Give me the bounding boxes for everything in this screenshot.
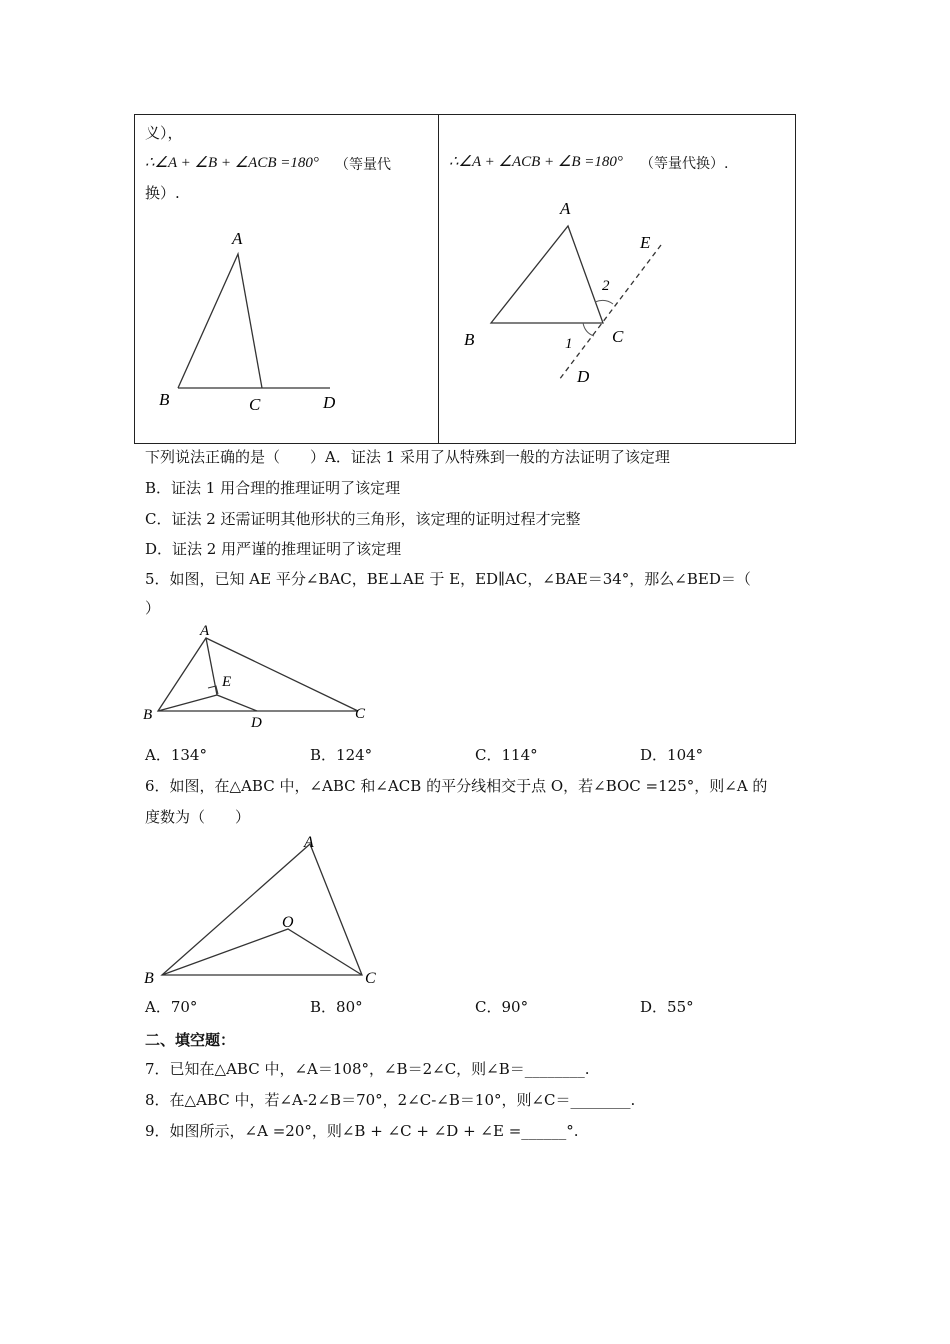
q5-option-d: D．104° — [640, 746, 704, 764]
q6-label-c: C — [365, 970, 376, 987]
right-label-2: 2 — [602, 278, 610, 294]
q5-label-e: E — [222, 674, 232, 690]
right-triangle-sides — [491, 226, 603, 323]
q5-label-b: B — [143, 707, 153, 723]
q5-triangle — [158, 638, 358, 711]
left-label-d: D — [323, 393, 336, 412]
q6-line2: 度数为（ ） — [145, 808, 251, 826]
q5-figure — [138, 622, 378, 734]
left-cell-line3: 换）. — [145, 184, 180, 202]
q5-option-b: B．124° — [310, 746, 373, 764]
q6-label-o: O — [282, 914, 294, 931]
q4-prompt: 下列说法正确的是（ ）A．证法 1 采用了从特殊到一般的方法证明了该定理 — [145, 448, 670, 466]
q8-text: 8．在△ABC 中，若∠A-2∠B＝70°，2∠C-∠B＝10°，则∠C＝________. — [145, 1091, 636, 1109]
q6-label-a: A — [304, 834, 314, 851]
angle-2-arc — [595, 300, 613, 304]
proof-table-divider — [438, 114, 439, 444]
left-label-a: A — [232, 229, 243, 248]
right-label-e: E — [640, 233, 651, 252]
right-label-c: C — [612, 327, 624, 346]
right-label-d: D — [577, 367, 590, 386]
left-triangle-figure — [150, 222, 360, 417]
left-cell-line2: ∴∠A + ∠B + ∠ACB =180° — [145, 155, 319, 171]
q7-text: 7．已知在△ABC 中，∠A＝108°，∠B＝2∠C，则∠B＝________. — [145, 1060, 590, 1078]
q6-label-b: B — [144, 970, 154, 987]
left-cell-line1: 义）， — [145, 124, 183, 142]
left-triangle-sides — [178, 254, 262, 388]
q5-option-c: C．114° — [475, 746, 538, 764]
q6-triangle — [162, 844, 362, 975]
q5-ed-line — [217, 695, 257, 711]
q9-text: 9．如图所示，∠A =20°，则∠B + ∠C + ∠D + ∠E =______°. — [145, 1122, 579, 1140]
q5-line1: 5．如图，已知 AE 平分∠BAC，BE⊥AE 于 E，ED∥AC，∠BAE＝34°，那么∠BED＝（ — [145, 570, 751, 588]
angle-1-arc — [583, 323, 594, 336]
left-cell-line2-tail: （等量代 — [335, 157, 391, 173]
q6-line1: 6．如图，在△ABC 中，∠ABC 和∠ACB 的平分线相交于点 O，若∠BOC =125°，则∠A 的 — [145, 777, 768, 795]
right-label-1: 1 — [565, 336, 573, 352]
q6-option-c: C．90° — [475, 998, 529, 1016]
left-label-b: B — [159, 390, 170, 409]
left-label-c: C — [249, 395, 261, 414]
right-dashed-line — [559, 245, 661, 380]
right-label-a: A — [560, 199, 571, 218]
q6-bisectors — [162, 929, 362, 975]
q4-option-c: C．证法 2 还需证明其他形状的三角形，该定理的证明过程才完整 — [145, 510, 581, 528]
q5-line2: ） — [145, 599, 161, 617]
q4-option-b: B．证法 1 用合理的推理证明了该定理 — [145, 479, 401, 497]
right-triangle-figure — [455, 190, 685, 390]
q5-label-a: A — [200, 623, 210, 639]
section-fill-in-title: 二、填空题： — [145, 1031, 236, 1049]
q4-option-d: D．证法 2 用严谨的推理证明了该定理 — [145, 540, 402, 558]
right-label-b: B — [464, 330, 475, 349]
q6-option-b: B．80° — [310, 998, 363, 1016]
q5-label-d: D — [251, 715, 262, 731]
right-cell-line1-tail: （等量代换）. — [640, 156, 729, 172]
right-cell-line1: ∴∠A + ∠ACB + ∠B =180° — [449, 154, 623, 170]
q6-option-a: A．70° — [145, 998, 198, 1016]
q6-option-d: D．55° — [640, 998, 694, 1016]
q5-option-a: A．134° — [145, 746, 207, 764]
q6-figure — [140, 830, 390, 990]
q5-label-c: C — [355, 706, 366, 722]
